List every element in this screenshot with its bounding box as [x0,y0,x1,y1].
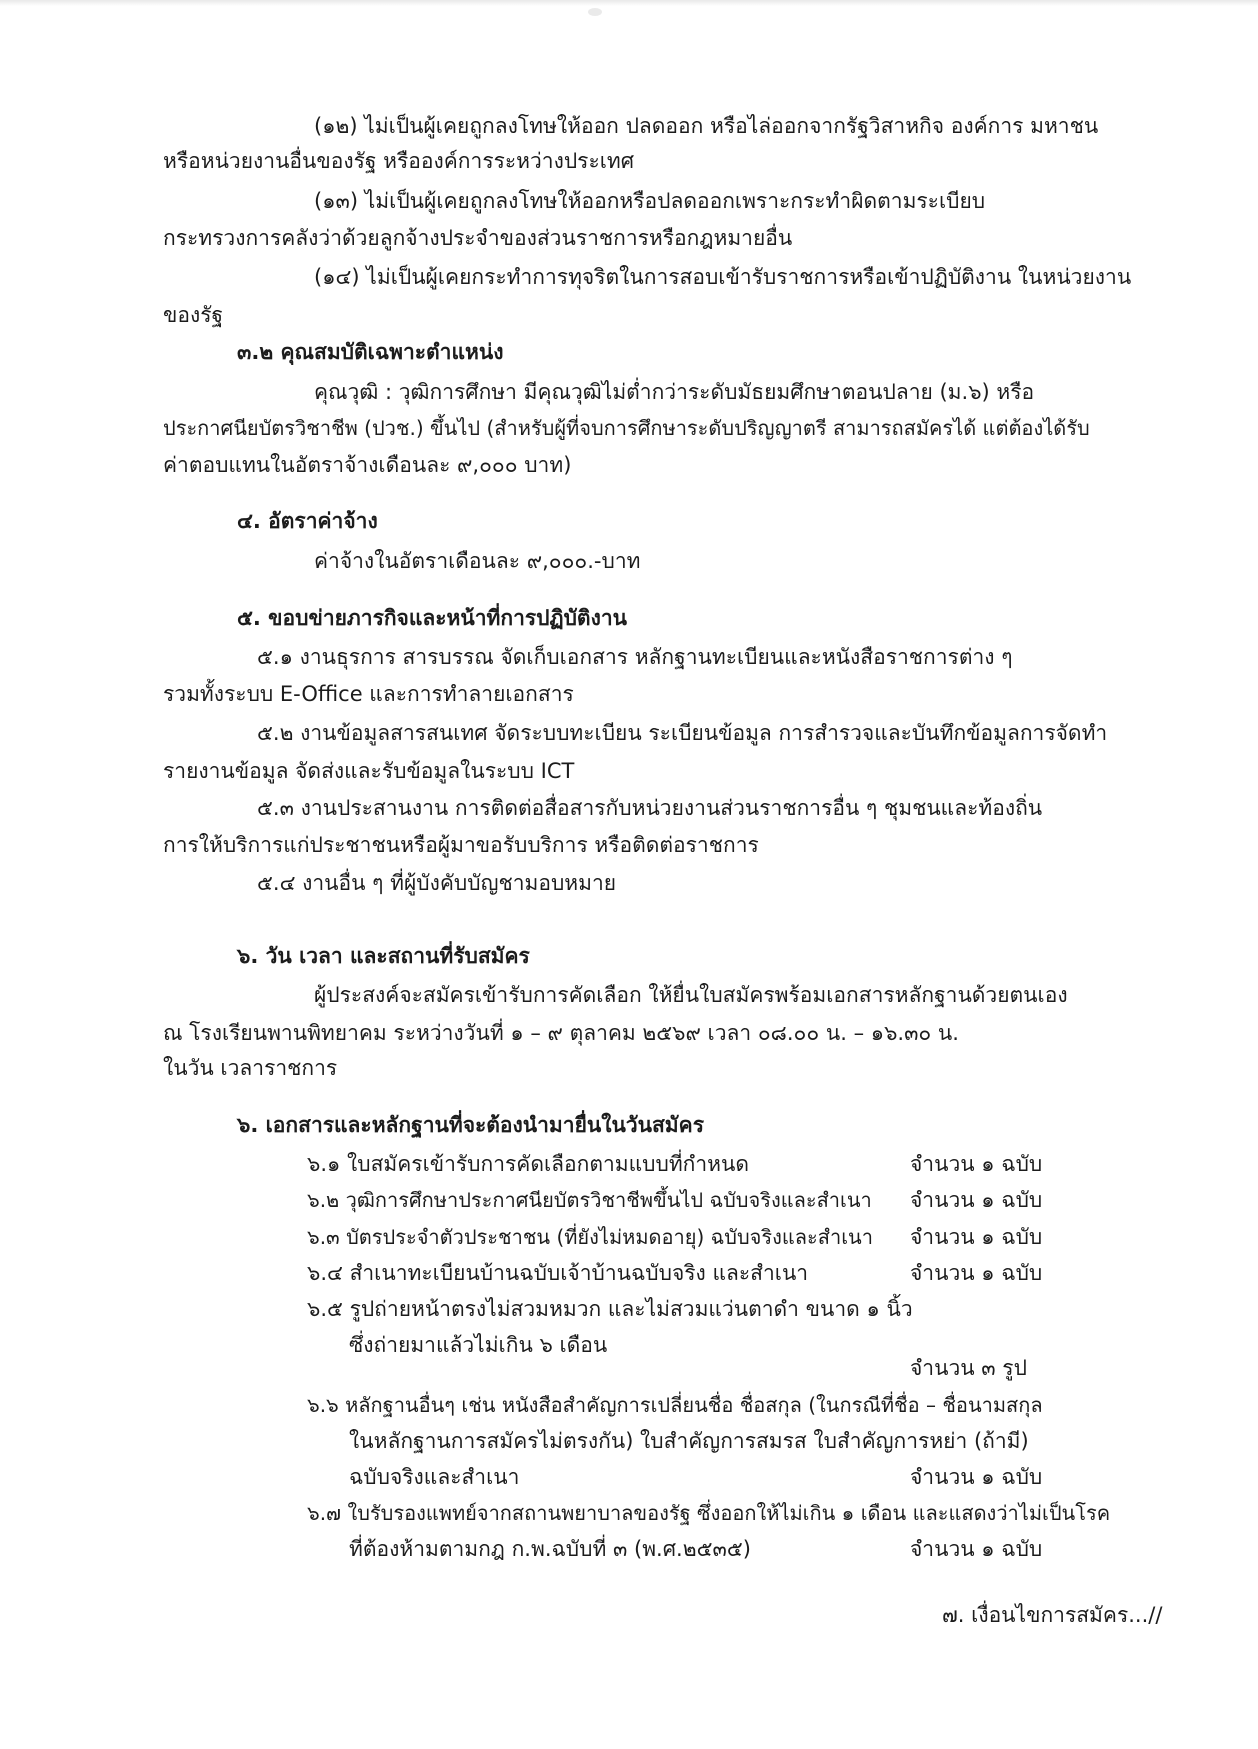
qualification-13-line-1: (๑๓) ไม่เป็นผู้เคยถูกลงโทษให้ออกหรือปลดออกเพราะกระทำผิดตามระเบียบ [314,189,986,213]
document-item-6-5-amount: จำนวน ๓ รูป [910,1356,1027,1380]
document-item-6-1: ๖.๑ ใบสมัครเข้ารับการคัดเลือกตามแบบที่กำหนด [307,1152,750,1176]
document-item-6-6-line-1: ๖.๖ หลักฐานอื่นๆ เช่น หนังสือสำคัญการเปลี่ยนชื่อ ชื่อสกุล (ในกรณีที่ชื่อ – ชื่อนามสกุล [307,1393,1043,1417]
scan-artifact-mark [588,8,602,16]
section-6-dates-line-3: ในวัน เวลาราชการ [163,1056,338,1080]
document-item-6-5-line-2: ซึ่งถ่ายมาแล้วไม่เกิน ๖ เดือน [349,1333,608,1357]
document-item-6-4: ๖.๔ สำเนาทะเบียนบ้านฉบับเจ้าบ้านฉบับจริง และสำเนา [307,1261,809,1285]
document-item-6-5-line-1: ๖.๕ รูปถ่ายหน้าตรงไม่สวมหมวก และไม่สวมแว่นตาดำ ขนาด ๑ นิ้ว [307,1297,913,1321]
section-6-dates-line-2: ณ โรงเรียนพานพิทยาคม ระหว่างวันที่ ๑ – ๙ ตุลาคม ๒๕๖๙ เวลา ๐๘.๐๐ น. – ๑๖.๓๐ น. [163,1021,959,1045]
scan-edge-shadow [0,0,1258,6]
document-item-6-3: ๖.๓ บัตรประจำตัวประชาชน (ที่ยังไม่หมดอายุ) ฉบับจริงและสำเนา [307,1225,873,1249]
qualification-14-line-1: (๑๔) ไม่เป็นผู้เคยกระทำการทุจริตในการสอบเข้ารับราชการหรือเข้าปฏิบัติงาน ในหน่วยงาน [314,265,1132,289]
document-item-6-7-line-2: ที่ต้องห้ามตามกฎ ก.พ.ฉบับที่ ๓ (พ.ศ.๒๕๓๕) [349,1537,751,1561]
section-5-heading: ๕. ขอบข่ายภารกิจและหน้าที่การปฏิบัติงาน [237,606,627,630]
qualification-12-line-2: หรือหน่วยงานอื่นของรัฐ หรือองค์การระหว่างประเทศ [163,149,635,173]
section-6-dates-line-1: ผู้ประสงค์จะสมัครเข้ารับการคัดเลือก ให้ยื่นใบสมัครพร้อมเอกสารหลักฐานด้วยตนเอง [314,983,1068,1007]
section-5-3-line-2: การให้บริการแก่ประชาชนหรือผู้มาขอรับบริการ หรือติดต่อราชการ [163,833,759,857]
section-4-heading: ๔. อัตราค่าจ้าง [237,509,378,533]
page-continuation: ๗. เงื่อนไขการสมัคร...// [942,1603,1163,1627]
document-item-6-3-amount: จำนวน ๑ ฉบับ [910,1225,1043,1249]
section-5-3-line-1: ๕.๓ งานประสานงาน การติดต่อสื่อสารกับหน่วยงานส่วนราชการอื่น ๆ ชุมชนและท้องถิ่น [257,796,1043,820]
section-3-2-line-3: ค่าตอบแทนในอัตราจ้างเดือนละ ๙,๐๐๐ บาท) [163,453,572,477]
document-item-6-2-amount: จำนวน ๑ ฉบับ [910,1188,1043,1212]
document-item-6-7-line-1: ๖.๗ ใบรับรองแพทย์จากสถานพยาบาลของรัฐ ซึ่งออกให้ไม่เกิน ๑ เดือน และแสดงว่าไม่เป็นโรค [307,1501,1111,1525]
document-item-6-2: ๖.๒ วุฒิการศึกษาประกาศนียบัตรวิชาชีพขึ้นไป ฉบับจริงและสำเนา [307,1188,872,1212]
section-5-2-line-1: ๕.๒ งานข้อมูลสารสนเทศ จัดระบบทะเบียน ระเบียนข้อมูล การสำรวจและบันทึกข้อมูลการจัดทำ [257,721,1108,745]
document-item-6-6-amount: จำนวน ๑ ฉบับ [910,1465,1043,1489]
document-item-6-1-amount: จำนวน ๑ ฉบับ [910,1152,1043,1176]
document-item-6-4-amount: จำนวน ๑ ฉบับ [910,1261,1043,1285]
section-5-2-line-2: รายงานข้อมูล จัดส่งและรับข้อมูลในระบบ ICT [163,759,575,783]
qualification-14-line-2: ของรัฐ [163,303,224,327]
qualification-12-line-1: (๑๒) ไม่เป็นผู้เคยถูกลงโทษให้ออก ปลดออก หรือไล่ออกจากรัฐวิสาหกิจ องค์การ มหาชน [314,114,1099,138]
section-6-dates-heading: ๖. วัน เวลา และสถานที่รับสมัคร [237,944,530,968]
qualification-13-line-2: กระทรวงการคลังว่าด้วยลูกจ้างประจำของส่วนราชการหรือกฎหมายอื่น [163,226,793,250]
section-5-1-line-1: ๕.๑ งานธุรการ สารบรรณ จัดเก็บเอกสาร หลักฐานทะเบียนและหนังสือราชการต่าง ๆ [257,645,1013,669]
section-3-2-line-1: คุณวุฒิ : วุฒิการศึกษา มีคุณวุฒิไม่ต่ำกว่าระดับมัธยมศึกษาตอนปลาย (ม.๖) หรือ [314,380,1035,404]
document-item-6-6-line-2: ในหลักฐานการสมัครไม่ตรงกัน) ใบสำคัญการสมรส ใบสำคัญการหย่า (ถ้ามี) [349,1429,1029,1453]
section-5-4-line-1: ๕.๔ งานอื่น ๆ ที่ผู้บังคับบัญชามอบหมาย [257,871,617,895]
section-4-text: ค่าจ้างในอัตราเดือนละ ๙,๐๐๐.-บาท [314,549,641,573]
section-3-2-heading: ๓.๒ คุณสมบัติเฉพาะตำแหน่ง [237,340,504,364]
document-item-6-7-amount: จำนวน ๑ ฉบับ [910,1537,1043,1561]
section-3-2-line-2: ประกาศนียบัตรวิชาชีพ (ปวช.) ขึ้นไป (สำหรับผู้ที่จบการศึกษาระดับปริญญาตรี สามารถสมัครได้ แต่ต้องได้รับ [163,416,1090,440]
section-6-documents-heading: ๖. เอกสารและหลักฐานที่จะต้องนำมายื่นในวันสมัคร [237,1113,704,1137]
section-5-1-line-2: รวมทั้งระบบ E-Office และการทำลายเอกสาร [163,682,574,706]
document-item-6-6-line-3: ฉบับจริงและสำเนา [349,1465,520,1489]
